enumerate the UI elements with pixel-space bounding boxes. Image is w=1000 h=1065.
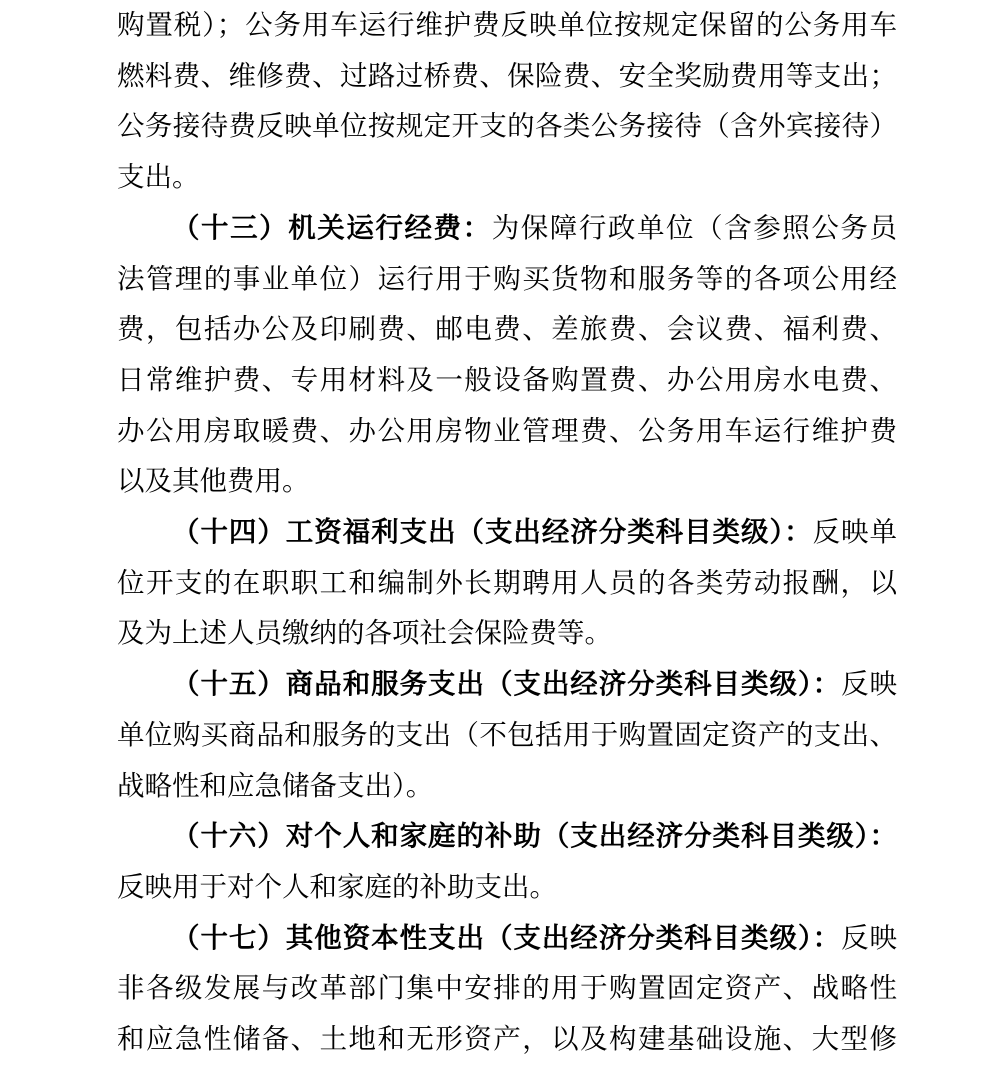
text-line: [117, 507, 897, 558]
text-line: [117, 963, 897, 1014]
section-heading-run: （十四）工资福利支出（支出经济分类科目类级）：: [172, 516, 813, 548]
body-text-run: 法管理的事业单位）运行用于购买货物和服务等的各项公用经: [117, 262, 897, 294]
body-text-run: 和应急性储备、土地和无形资产，以及构建基础设施、大型修: [117, 1023, 897, 1055]
text-line: [117, 203, 897, 254]
document-text-block: [117, 0, 897, 1065]
text-line: [117, 811, 897, 862]
body-text-run: 非各级发展与改革部门集中安排的用于购置固定资产、战略性: [117, 972, 897, 1004]
body-text-run: 以及其他费用。: [117, 465, 310, 497]
text-line: [117, 710, 897, 761]
text-line: [117, 406, 897, 457]
body-text-run: 单位购买商品和服务的支出（不包括用于购置固定资产的支出、: [117, 718, 897, 750]
body-text-run: 购置税）；公务用车运行维护费反映单位按规定保留的公务用车: [117, 9, 897, 40]
body-text-run: 反映单: [812, 516, 898, 548]
text-line: [117, 0, 897, 51]
text-line: [117, 152, 897, 203]
section-heading-run: （十五）商品和服务支出（支出经济分类科目类级）：: [172, 668, 842, 700]
text-line: [117, 1014, 897, 1065]
body-text-run: 办公用房取暖费、办公用房物业管理费、公务用车运行维护费: [117, 414, 897, 446]
body-text-run: 位开支的在职职工和编制外长期聘用人员的各类劳动报酬，以: [117, 566, 897, 598]
text-line: [117, 659, 897, 710]
text-line: [117, 608, 897, 659]
section-heading-run: （十三）机关运行经费：: [172, 211, 492, 243]
body-text-run: 反映: [841, 668, 898, 700]
text-line: [117, 304, 897, 355]
section-heading-run: （十七）其他资本性支出（支出经济分类科目类级）：: [172, 921, 842, 953]
body-text-run: 公务接待费反映单位按规定开支的各类公务接待（含外宾接待）: [117, 110, 897, 142]
body-text-run: 为保障行政单位（含参照公务员: [491, 211, 897, 243]
text-line: [117, 761, 897, 812]
body-text-run: 支出。: [117, 161, 200, 193]
text-line: [117, 913, 897, 964]
body-text-run: 反映: [841, 921, 898, 953]
body-text-run: 战略性和应急储备支出）。: [117, 769, 434, 801]
text-line: [117, 862, 897, 913]
section-heading-run: （十六）对个人和家庭的补助（支出经济分类科目类级）：: [172, 820, 897, 852]
text-line: [117, 51, 897, 102]
body-text-run: 燃料费、维修费、过路过桥费、保险费、安全奖励费用等支出；: [117, 59, 897, 91]
text-line: [117, 101, 897, 152]
text-line: [117, 456, 897, 507]
body-text-run: 日常维护费、专用材料及一般设备购置费、办公用房水电费、: [117, 363, 897, 395]
text-line: [117, 355, 897, 406]
text-line: [117, 254, 897, 305]
text-line: [117, 558, 897, 609]
body-text-run: 及为上述人员缴纳的各项社会保险费等。: [117, 617, 612, 649]
body-text-run: 费，包括办公及印刷费、邮电费、差旅费、会议费、福利费、: [117, 313, 897, 345]
body-text-run: 反映用于对个人和家庭的补助支出。: [117, 870, 557, 902]
